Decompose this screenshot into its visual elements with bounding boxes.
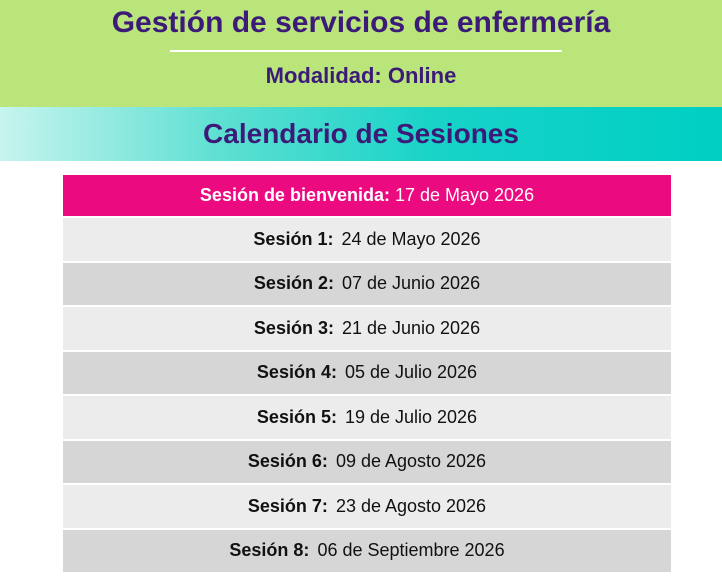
session-label: Sesión 3: xyxy=(253,317,334,338)
session-row xyxy=(63,396,671,441)
header-banner xyxy=(0,0,722,107)
session-date: 24 de Mayo 2026 xyxy=(341,228,481,249)
session-label: Sesión 1: xyxy=(253,228,334,249)
session-date: 09 de Agosto 2026 xyxy=(335,451,487,472)
session-date: 21 de Junio 2026 xyxy=(341,317,481,338)
welcome-session-date: 17 de Mayo 2026 xyxy=(394,185,535,205)
session-row xyxy=(63,218,671,263)
course-title: Gestión de servicios de enfermería xyxy=(111,6,611,39)
modality-label: Modalidad: Online xyxy=(265,63,457,88)
session-label: Sesión 5: xyxy=(256,406,337,427)
session-date: 06 de Septiembre 2026 xyxy=(317,540,505,561)
session-row xyxy=(63,530,671,575)
session-row xyxy=(63,263,671,308)
welcome-session-label: Sesión de bienvenida: xyxy=(199,185,390,205)
session-row xyxy=(63,485,671,530)
session-label: Sesión 2: xyxy=(253,273,334,294)
calendar-title: Calendario de Sesiones xyxy=(203,118,519,149)
welcome-session-row xyxy=(63,175,671,218)
session-date: 23 de Agosto 2026 xyxy=(335,495,487,516)
sessions-table xyxy=(63,175,671,574)
session-row xyxy=(63,441,671,486)
session-label: Sesión 4: xyxy=(256,362,337,383)
session-row xyxy=(63,352,671,397)
session-label: Sesión 7: xyxy=(247,495,328,516)
session-date: 07 de Junio 2026 xyxy=(341,273,481,294)
session-date: 19 de Julio 2026 xyxy=(344,406,478,427)
session-row xyxy=(63,307,671,352)
title-divider xyxy=(170,50,562,52)
session-label: Sesión 6: xyxy=(247,451,328,472)
calendar-title-bar xyxy=(0,107,722,161)
session-label: Sesión 8: xyxy=(229,540,310,561)
session-date: 05 de Julio 2026 xyxy=(344,362,478,383)
